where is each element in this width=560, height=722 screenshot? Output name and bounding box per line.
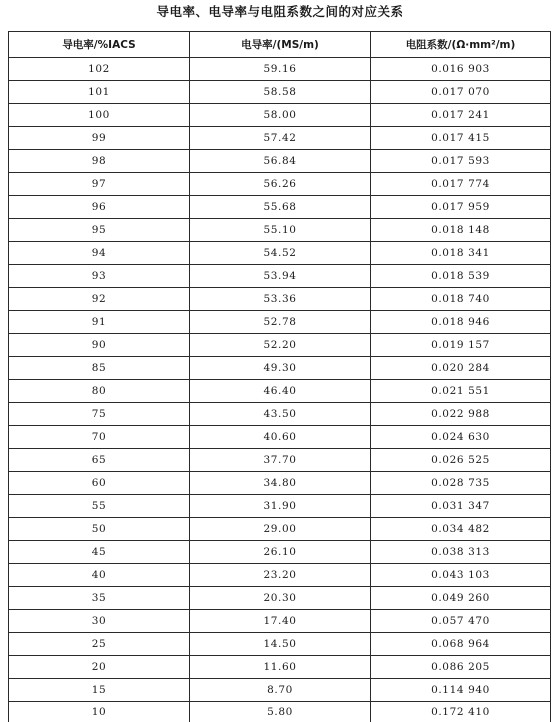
- cell-conductivity: 20.30: [190, 587, 371, 610]
- table-row: [9, 702, 551, 722]
- table-row: [9, 472, 551, 495]
- cell-iacs: 98: [9, 150, 190, 173]
- table-row: [9, 104, 551, 127]
- cell-iacs: 91: [9, 311, 190, 334]
- cell-conductivity: 56.84: [190, 150, 371, 173]
- cell-iacs: 75: [9, 403, 190, 426]
- table-row: [9, 196, 551, 219]
- cell-iacs: 60: [9, 472, 190, 495]
- cell-iacs: 10: [9, 702, 190, 722]
- cell-iacs: 55: [9, 495, 190, 518]
- cell-conductivity: 49.30: [190, 357, 371, 380]
- cell-resistivity: 0.018 946: [371, 311, 551, 334]
- cell-resistivity: 0.019 157: [371, 334, 551, 357]
- cell-iacs: 15: [9, 679, 190, 702]
- table-row: [9, 564, 551, 587]
- cell-iacs: 96: [9, 196, 190, 219]
- table-body: [9, 58, 551, 722]
- cell-resistivity: 0.022 988: [371, 403, 551, 426]
- table-row: [9, 426, 551, 449]
- header-resistivity: 电阻系数/(Ω·mm²/m): [371, 32, 551, 58]
- table-row: [9, 219, 551, 242]
- cell-iacs: 40: [9, 564, 190, 587]
- cell-resistivity: 0.057 470: [371, 610, 551, 633]
- cell-conductivity: 5.80: [190, 702, 371, 722]
- cell-resistivity: 0.026 525: [371, 449, 551, 472]
- cell-resistivity: 0.034 482: [371, 518, 551, 541]
- conductivity-table: [8, 31, 551, 722]
- cell-conductivity: 59.16: [190, 58, 371, 81]
- cell-iacs: 97: [9, 173, 190, 196]
- cell-conductivity: 26.10: [190, 541, 371, 564]
- cell-resistivity: 0.031 347: [371, 495, 551, 518]
- cell-iacs: 102: [9, 58, 190, 81]
- cell-conductivity: 37.70: [190, 449, 371, 472]
- cell-iacs: 95: [9, 219, 190, 242]
- cell-iacs: 90: [9, 334, 190, 357]
- header-conductivity: 电导率/(MS/m): [190, 32, 371, 58]
- cell-resistivity: 0.021 551: [371, 380, 551, 403]
- cell-resistivity: 0.017 593: [371, 150, 551, 173]
- table-row: [9, 334, 551, 357]
- cell-resistivity: 0.016 903: [371, 58, 551, 81]
- table-row: [9, 265, 551, 288]
- cell-iacs: 92: [9, 288, 190, 311]
- cell-iacs: 80: [9, 380, 190, 403]
- cell-iacs: 85: [9, 357, 190, 380]
- cell-conductivity: 55.10: [190, 219, 371, 242]
- cell-iacs: 50: [9, 518, 190, 541]
- cell-resistivity: 0.049 260: [371, 587, 551, 610]
- cell-iacs: 94: [9, 242, 190, 265]
- cell-iacs: 25: [9, 633, 190, 656]
- cell-iacs: 100: [9, 104, 190, 127]
- table-row: [9, 610, 551, 633]
- cell-conductivity: 29.00: [190, 518, 371, 541]
- cell-resistivity: 0.068 964: [371, 633, 551, 656]
- cell-conductivity: 53.94: [190, 265, 371, 288]
- cell-conductivity: 52.20: [190, 334, 371, 357]
- cell-resistivity: 0.018 148: [371, 219, 551, 242]
- cell-resistivity: 0.018 341: [371, 242, 551, 265]
- cell-resistivity: 0.038 313: [371, 541, 551, 564]
- cell-resistivity: 0.043 103: [371, 564, 551, 587]
- cell-resistivity: 0.028 735: [371, 472, 551, 495]
- cell-resistivity: 0.024 630: [371, 426, 551, 449]
- table-row: [9, 288, 551, 311]
- table-row: [9, 311, 551, 334]
- cell-resistivity: 0.017 241: [371, 104, 551, 127]
- cell-resistivity: 0.018 740: [371, 288, 551, 311]
- cell-resistivity: 0.017 415: [371, 127, 551, 150]
- cell-iacs: 101: [9, 81, 190, 104]
- cell-iacs: 45: [9, 541, 190, 564]
- table-row: [9, 587, 551, 610]
- cell-conductivity: 52.78: [190, 311, 371, 334]
- table-row: [9, 357, 551, 380]
- cell-conductivity: 55.68: [190, 196, 371, 219]
- cell-resistivity: 0.020 284: [371, 357, 551, 380]
- cell-resistivity: 0.017 070: [371, 81, 551, 104]
- cell-resistivity: 0.018 539: [371, 265, 551, 288]
- cell-conductivity: 34.80: [190, 472, 371, 495]
- table-row: [9, 81, 551, 104]
- cell-resistivity: 0.017 774: [371, 173, 551, 196]
- table-row: [9, 380, 551, 403]
- table-row: [9, 173, 551, 196]
- table-row: [9, 541, 551, 564]
- cell-conductivity: 57.42: [190, 127, 371, 150]
- cell-conductivity: 14.50: [190, 633, 371, 656]
- table-row: [9, 58, 551, 81]
- table-row: [9, 633, 551, 656]
- table-title: 导电率、电导率与电阻系数之间的对应关系: [0, 4, 560, 20]
- table-row: [9, 656, 551, 679]
- cell-conductivity: 53.36: [190, 288, 371, 311]
- cell-conductivity: 17.40: [190, 610, 371, 633]
- cell-resistivity: 0.086 205: [371, 656, 551, 679]
- cell-iacs: 70: [9, 426, 190, 449]
- table-row: [9, 150, 551, 173]
- table-row: [9, 403, 551, 426]
- header-iacs: 导电率/%IACS: [9, 32, 190, 58]
- table-row: [9, 495, 551, 518]
- cell-conductivity: 31.90: [190, 495, 371, 518]
- table-row: [9, 127, 551, 150]
- cell-iacs: 20: [9, 656, 190, 679]
- table-header-row: [9, 32, 551, 58]
- table-row: [9, 449, 551, 472]
- cell-resistivity: 0.172 410: [371, 702, 551, 722]
- cell-iacs: 65: [9, 449, 190, 472]
- cell-conductivity: 11.60: [190, 656, 371, 679]
- cell-iacs: 93: [9, 265, 190, 288]
- cell-conductivity: 54.52: [190, 242, 371, 265]
- cell-conductivity: 8.70: [190, 679, 371, 702]
- cell-iacs: 99: [9, 127, 190, 150]
- cell-resistivity: 0.017 959: [371, 196, 551, 219]
- table-row: [9, 242, 551, 265]
- cell-iacs: 30: [9, 610, 190, 633]
- table-row: [9, 518, 551, 541]
- cell-conductivity: 43.50: [190, 403, 371, 426]
- cell-iacs: 35: [9, 587, 190, 610]
- cell-conductivity: 40.60: [190, 426, 371, 449]
- cell-conductivity: 23.20: [190, 564, 371, 587]
- cell-conductivity: 58.00: [190, 104, 371, 127]
- cell-conductivity: 56.26: [190, 173, 371, 196]
- table-row: [9, 679, 551, 702]
- cell-conductivity: 58.58: [190, 81, 371, 104]
- cell-resistivity: 0.114 940: [371, 679, 551, 702]
- cell-conductivity: 46.40: [190, 380, 371, 403]
